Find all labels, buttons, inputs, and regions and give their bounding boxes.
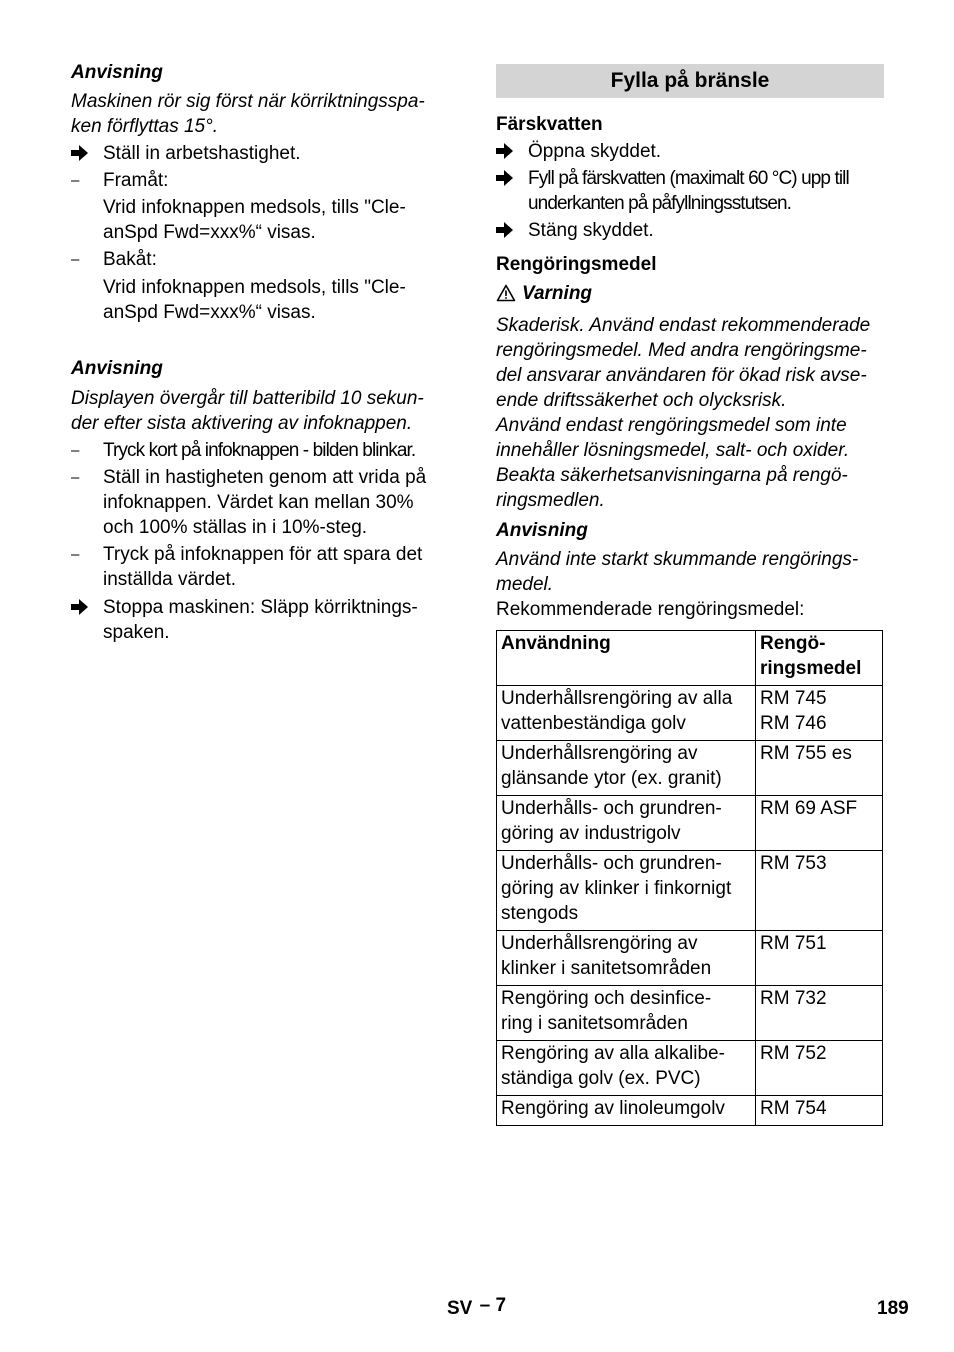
cell-line: RM 754	[760, 1098, 827, 1119]
cell-line: RM 751	[760, 933, 827, 954]
footer-section-label	[447, 1296, 506, 1321]
cell-line: ständiga golv (ex. PVC)	[501, 1068, 701, 1089]
table-cell-agent	[756, 851, 883, 931]
arrow-right-icon	[71, 595, 95, 615]
cell-line: Underhållsrengöring av	[501, 743, 698, 764]
cell-line: göring av klinker i finkornigt	[501, 878, 732, 899]
note1-line1: Maskinen rör sig först när körriktningsspa-	[71, 91, 425, 112]
cell-line: Underhålls- och grundren-	[501, 798, 722, 819]
cell-line: RM 732	[760, 988, 827, 1009]
cell-line: vattenbeständiga golv	[501, 713, 686, 734]
cell-line: stengods	[501, 903, 579, 924]
water-step-open-text: Öppna skyddet.	[528, 141, 662, 162]
cell-line: RM 755 es	[760, 743, 852, 764]
note-title: Anvisning	[496, 520, 588, 541]
bullet-save-line1: Tryck på infoknappen för att spara det	[103, 544, 423, 565]
bullet-set-speed-line3: och 100% ställas in i 10%-steg.	[103, 517, 368, 538]
warning-line7: Beakta säkerhetsanvisningarna på rengö-	[496, 465, 848, 486]
cell-line: Underhållsrengöring av alla	[501, 688, 733, 709]
note-line2: medel.	[496, 574, 554, 595]
table-cell-use	[497, 1041, 756, 1096]
table-header-row	[497, 631, 883, 686]
table-cell-use	[497, 986, 756, 1041]
table-row	[497, 686, 883, 741]
step-set-speed-text: Ställ in arbetshastighet.	[103, 143, 301, 164]
bullet-save	[71, 542, 455, 592]
bullet-short-press	[71, 438, 455, 463]
warning-line1: Skaderisk. Använd endast rekommenderade	[496, 315, 871, 336]
table-row	[497, 1096, 883, 1126]
forward-item	[71, 168, 455, 193]
table-cell-use	[497, 796, 756, 851]
backward-text-line1: Vrid infoknappen medsols, tills "Cle-	[103, 277, 406, 298]
warning-line8: ringsmedlen.	[496, 490, 605, 511]
table-header-use-text: Användning	[501, 633, 611, 654]
cell-line: RM 745	[760, 688, 827, 709]
cell-line: Underhålls- och grundren-	[501, 853, 722, 874]
cell-line: RM 753	[760, 853, 827, 874]
backward-text-line2: anSpd Fwd=xxx%“ visas.	[103, 302, 316, 323]
note2-title: Anvisning	[71, 358, 163, 379]
backward-text	[71, 275, 455, 325]
warning-line4: ende driftssäkerhet och olycksrisk.	[496, 390, 787, 411]
warning-label: Varning	[522, 283, 593, 304]
table-row	[497, 741, 883, 796]
forward-text	[71, 195, 455, 245]
cell-line: Underhållsrengöring av	[501, 933, 698, 954]
table-cell-agent	[756, 741, 883, 796]
water-step-open	[496, 139, 884, 164]
dash-icon: –	[71, 546, 80, 563]
forward-text-line2: anSpd Fwd=xxx%“ visas.	[103, 222, 316, 243]
step-stop-line2: spaken.	[103, 622, 170, 643]
note1-title: Anvisning	[71, 62, 163, 83]
dash-icon: –	[71, 442, 80, 459]
arrow-right-icon	[496, 139, 520, 159]
note-line1: Använd inte starkt skummande rengörings-	[496, 549, 859, 570]
table-cell-agent	[756, 931, 883, 986]
left-column	[71, 60, 455, 645]
section-banner: Fylla på bränsle	[496, 64, 884, 98]
table-header-agent-line2: ringsmedel	[760, 658, 862, 679]
table-cell-use	[497, 931, 756, 986]
cell-line: RM 69 ASF	[760, 798, 858, 819]
note2-line1: Displayen övergår till batteribild 10 sekun-	[71, 388, 424, 409]
cell-line: klinker i sanitetsområden	[501, 958, 712, 979]
cell-line: Rengöring och desinfice-	[501, 988, 712, 1009]
dash-icon: –	[71, 251, 80, 268]
table-header-use	[497, 631, 756, 686]
backward-label: Bakåt:	[103, 249, 157, 270]
table-cell-agent	[756, 986, 883, 1041]
cell-line: RM 746	[760, 713, 827, 734]
table-cell-use	[497, 741, 756, 796]
note1-line2: ken förflyttas 15°.	[71, 116, 218, 137]
table-row	[497, 796, 883, 851]
table-cell-use	[497, 851, 756, 931]
backward-item	[71, 247, 455, 272]
table-row	[497, 931, 883, 986]
table-row	[497, 1041, 883, 1096]
forward-text-line1: Vrid infoknappen medsols, tills "Cle-	[103, 197, 406, 218]
warning-line5: Använd endast rengöringsmedel som inte	[496, 415, 847, 436]
arrow-right-icon	[496, 218, 520, 238]
warning-line3: del ansvarar användaren för ökad risk avse-	[496, 365, 867, 386]
dash-icon: –	[71, 469, 80, 486]
forward-label: Framåt:	[103, 170, 169, 191]
bullet-save-line2: inställda värdet.	[103, 569, 237, 590]
table-cell-agent	[756, 686, 883, 741]
recommended-label: Rekommenderade rengöringsmedel:	[496, 599, 805, 620]
cell-line: göring av industrigolv	[501, 823, 681, 844]
table-row	[497, 851, 883, 931]
cleaning-agent-heading: Rengöringsmedel	[496, 254, 657, 275]
footer-lang: SV	[447, 1298, 473, 1319]
table-cell-use	[497, 686, 756, 741]
bullet-short-press-text: Tryck kort på infoknappen - bilden blinkar.	[103, 440, 416, 461]
water-step-fill-line2: underkanten på påfyllningsstutsen.	[528, 193, 792, 214]
table-cell-agent	[756, 1096, 883, 1126]
arrow-right-icon	[496, 166, 520, 186]
right-column	[496, 64, 884, 1126]
table-header-agent	[756, 631, 883, 686]
bullet-set-speed-line2: infoknappen. Värdet kan mellan 30%	[103, 492, 414, 513]
water-step-fill	[496, 166, 884, 216]
bullet-set-speed	[71, 465, 455, 540]
cell-line: RM 752	[760, 1043, 827, 1064]
cell-line: Rengöring av linoleumgolv	[501, 1098, 725, 1119]
warning-line6: innehåller lösningsmedel, salt- och oxider.	[496, 440, 850, 461]
water-step-close	[496, 218, 884, 243]
note2-line2: der efter sista aktivering av infoknappen.	[71, 413, 413, 434]
warning-title	[496, 281, 884, 309]
water-step-fill-line1: Fyll på färskvatten (maximalt 60 °C) upp till	[528, 168, 849, 189]
cleaning-agent-table	[496, 630, 883, 1126]
fresh-water-heading: Färskvatten	[496, 114, 603, 135]
water-step-close-text: Stäng skyddet.	[528, 220, 654, 241]
table-row	[497, 986, 883, 1041]
bullet-set-speed-line1: Ställ in hastigheten genom att vrida på	[103, 467, 427, 488]
warning-line2: rengöringsmedel. Med andra rengöringsme-	[496, 340, 867, 361]
table-cell-use	[497, 1096, 756, 1126]
table-cell-agent	[756, 1041, 883, 1096]
step-stop-line1: Stoppa maskinen: Släpp körriktnings-	[103, 597, 418, 618]
warning-triangle-icon	[496, 284, 516, 309]
cell-line: Rengöring av alla alkalibe-	[501, 1043, 725, 1064]
step-set-speed	[71, 141, 455, 166]
footer-section-number: – 7	[479, 1295, 507, 1316]
cell-line: glänsande ytor (ex. granit)	[501, 768, 722, 789]
dash-icon: –	[71, 172, 80, 189]
table-cell-agent	[756, 796, 883, 851]
step-stop	[71, 595, 455, 645]
cell-line: ring i sanitetsområden	[501, 1013, 688, 1034]
table-header-agent-line1: Rengö-	[760, 633, 826, 654]
page-number: 189	[877, 1298, 909, 1319]
arrow-right-icon	[71, 141, 95, 161]
